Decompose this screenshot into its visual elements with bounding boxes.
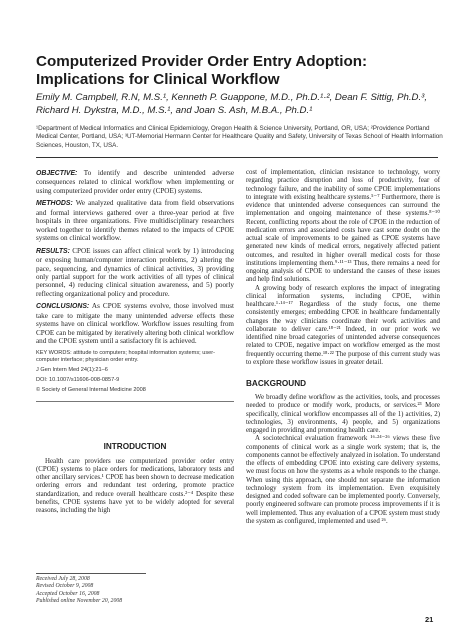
intro-paragraph-2: A growing body of research explores the impact of integrating clinical information systems, including CPOE, within healthcare.¹·¹⁴⁻¹⁷ Regardless of the study focus, one theme consistently emerges; embedding CPOE in healthcare fundamentally changes the way clinicians coordinate their work activities and collaborate to deliver care.¹⁸⁻²¹ Indeed, in our prior work we identified nine broad categories of unintended adverse consequences related to CPOE, negative impact on workflow emerged as the most frequently occurring theme.¹⁸·²² The purpose of this current study was to explore these workflow issues in greater detail. xyxy=(246,284,440,366)
introduction-text: Health care providers use computerized provider order entry (CPOE) systems to place orders for medications, laboratory tests and other ancillary services.¹ CPOE has been shown to decrease medication ordering errors and redundant test ordering, promote practice standardization, and reduce overall healthcare costs.²⁻⁴ Despite these benefits, CPOE systems have yet to be widely adopted for several reasons, including the high xyxy=(36,457,234,515)
objective-label: OBJECTIVE: xyxy=(36,170,78,177)
conclusions-text: As CPOE systems evolve, those involved must take care to mitigate the many unintended adverse effects these systems have on clinical workflow. Workflow issues resulting from CPOE can be mitigated by iteratively altering both clinical workflow and the CPOE system until a satisfactory fit is achieved. xyxy=(36,302,234,346)
date-accepted: Accepted October 16, 2008 xyxy=(36,590,100,597)
right-column xyxy=(246,169,440,526)
abstract-objective xyxy=(36,169,234,195)
date-published: Published online November 20, 2008 xyxy=(36,597,123,604)
abstract-methods xyxy=(36,199,234,242)
copyright: © Society of General Internal Medicine 2008 xyxy=(36,387,146,394)
publication-dates xyxy=(36,576,166,605)
keywords: KEY WORDS: attitude to computers; hospital information systems; user-computer interface; physician order entry. xyxy=(36,349,215,363)
results-label: RESULTS: xyxy=(36,247,70,255)
header-divider xyxy=(36,157,438,158)
introduction-heading: INTRODUCTION xyxy=(103,441,167,451)
methods-text: We analyzed qualitative data from field observations and formal interviews gathered over a three-year period at five hospitals in three organizations. Five multidisciplinary researchers worked together to identify themes related to the impacts of CPOE systems on clinical workflow. xyxy=(36,199,234,243)
background-paragraph-1: We broadly define workflow as the activities, tools, and processes needed to produce or modify work, products, or services.²³ More specifically, clinical workflow encompasses all of the 1) activities, 2) technologies, 3) environments, 4) people, and 5) organizations engaged in providing and promoting health care. xyxy=(246,394,440,434)
background-heading: BACKGROUND xyxy=(246,379,307,388)
date-revised: Revised October 9, 2008 xyxy=(36,583,94,590)
methods-label: METHODS: xyxy=(36,200,73,208)
conclusions-label: CONCLUSIONS: xyxy=(36,303,90,311)
abstract-conclusions xyxy=(36,302,234,345)
abstract-results xyxy=(36,247,234,299)
article-title: Computerized Provider Order Entry Adoption: Implications for Clinical Workflow xyxy=(36,53,368,88)
background-paragraph-2: A sociotechnical evaluation framework ¹⁶·²⁴⁻²⁶ views these five components of clinical work as a single work system; that is, the components cannot be effectively analyzed in isolation. To understand the effects of embedding CPOE into existing care delivery systems, we must focus on how the systems as a whole responds to the change. When using this approach, one should not separate the information technology system from its implementation. Even exquisitely designed and coded software can be implemented poorly. Conversely, poorly engineered software can promote process improvements if it is well implemented. Thus any evaluation of a CPOE system must study the system as configured, implemented and used ²⁶. xyxy=(246,435,440,525)
author-list: Emily M. Campbell, R.N, M.S.¹, Kenneth P. Guappone, M.D., Ph.D.¹·², Dean F. Sittig, Ph.D.³, Richard H. Dykstra, M.D., M.S.¹, and Joan S. Ash, M.B.A., Ph.D.¹ xyxy=(36,92,427,116)
intro-continued-paragraph: cost of implementation, clinician resistance to technology, worry regarding practice disruption and loss of productivity, fear of technology failure, and the inability of some CPOE implementations to integrate with existing healthcare systems.⁵⁻⁷ Furthermore, there is evidence that unintended adverse consequences can surround the implementation and ongoing maintenance of these systems.⁸⁻¹⁰ Recent, conflicting reports about the role of CPOE in the reduction of medication errors and associated costs have cast some doubt on the actual scale of improvements to be gained as CPOE systems have generated new kinds of medical errors, negatively affected patient outcomes, and resulted in higher overall medical costs for those institutions implementing them.⁹·¹¹⁻¹³ Thus, there remains a need for ongoing analysis of CPOE to understand the causes of these issues and help find solutions. xyxy=(246,169,440,284)
objective-text: To identify and describe unintended adverse consequences related to clinical workflow when implementing or using computerized provider order entry (CPOE) systems. xyxy=(36,169,234,195)
date-received: Received July 28, 2008 xyxy=(36,576,90,582)
page-number: 21 xyxy=(425,615,434,624)
affiliations: ¹Department of Medical Informatics and Clinical Epidemiology, Oregon Health & Science University, Portland, OR, USA; ²Providence Portland Medical Center, Portland, USA; ³UT-Memorial Hermann Center for Healthcare Quality and Safety, University of Texas School of Health Information Sciences, Houston, TX, USA. xyxy=(36,125,443,149)
citation: J Gen Intern Med 24(1):21–6 xyxy=(36,367,108,374)
left-column xyxy=(36,169,234,515)
dates-divider xyxy=(36,573,146,574)
results-text: CPOE issues can affect clinical work by 1) introducing or exposing human/computer interaction problems, 2) altering the pace, sequencing, and dynamics of clinical activities, 3) providing only partial support for the work activities of all types of clinical personnel, 4) reducing clinical situation awareness, and 5) poorly reflecting organizational policy and procedure. xyxy=(36,246,234,298)
doi: DOI: 10.1007/s11606-008-0857-9 xyxy=(36,377,120,384)
